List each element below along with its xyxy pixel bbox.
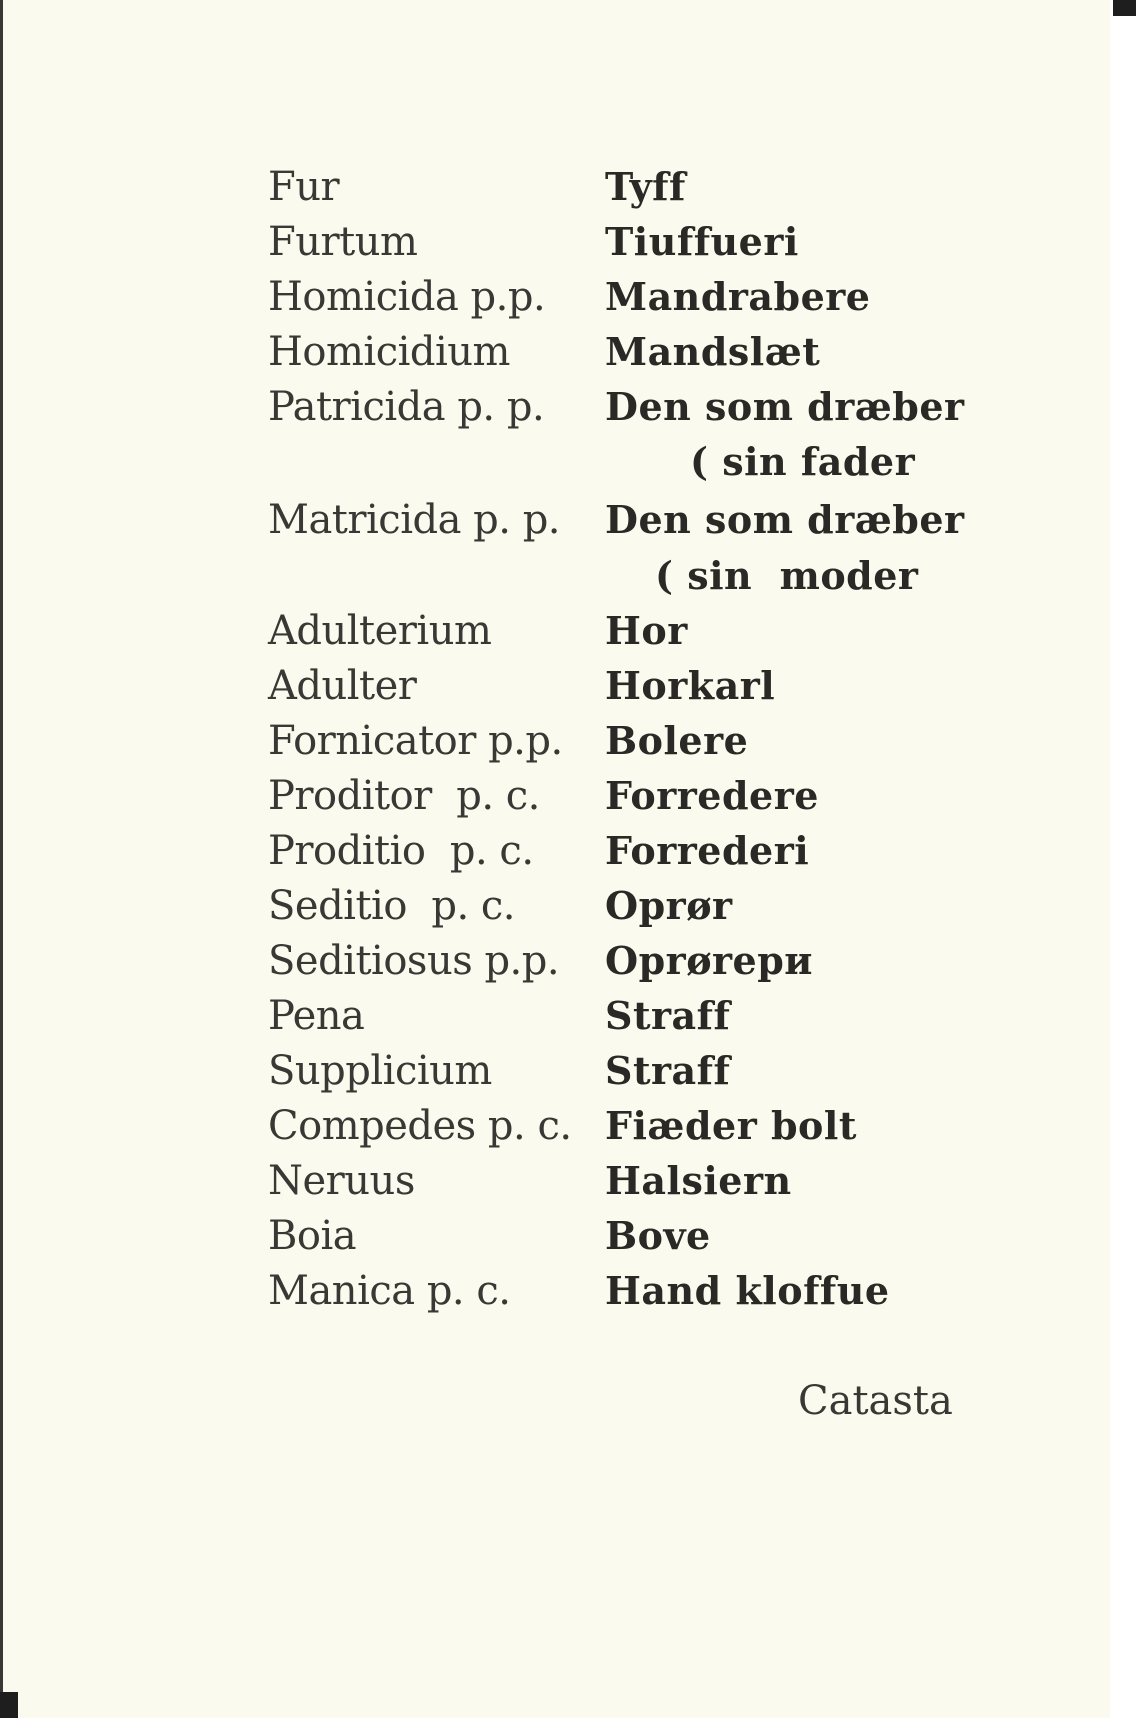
danish-term: Tyff [605, 164, 686, 209]
glossary-entry-proditor [0, 771, 1100, 827]
danish-term: Fiæder bolt [605, 1103, 857, 1148]
latin-term: Compedes p. c. [268, 1103, 572, 1149]
danish-term-continuation: ( sin fader [690, 439, 916, 484]
glossary-entry-homicida [0, 272, 1100, 328]
danish-term: Den som dræber [605, 384, 965, 429]
glossary-continuation-patricida [0, 437, 1100, 493]
latin-term: Seditio p. c. [268, 883, 516, 929]
danish-term: Oprør [605, 883, 733, 928]
glossary-continuation-matricida [0, 551, 1100, 607]
danish-term: Forrederi [605, 828, 810, 873]
danish-term: Bove [605, 1213, 711, 1258]
latin-term: Proditor p. c. [268, 773, 540, 819]
glossary-entry-homicidium [0, 327, 1100, 383]
scan-mark-top-right [1113, 0, 1136, 16]
danish-term: Tiuffueri [605, 219, 799, 264]
danish-term: Horkarl [605, 663, 776, 708]
danish-term: Den som dræber [605, 497, 965, 542]
danish-term: Oprørери [605, 938, 813, 983]
danish-term: Mandslæt [605, 329, 821, 374]
danish-term: Straff [605, 993, 731, 1038]
latin-term: Proditio p. c. [268, 828, 534, 874]
glossary-entry-proditio [0, 826, 1100, 882]
latin-term: Patricida p. p. [268, 384, 545, 430]
glossary-entry-pena [0, 991, 1100, 1047]
latin-term: Pena [268, 993, 365, 1039]
latin-term: Homicida p.p. [268, 274, 546, 320]
glossary-entry-patricida [0, 382, 1100, 438]
latin-term: Furtum [268, 219, 418, 265]
danish-term-continuation: ( sin moder [655, 553, 919, 598]
glossary-entry-furtum [0, 217, 1100, 273]
danish-term: Hand kloffue [605, 1268, 890, 1313]
latin-term: Homicidium [268, 329, 510, 375]
latin-term: Supplicium [268, 1048, 492, 1094]
glossary-entry-fornicator [0, 716, 1100, 772]
latin-term: Neruus [268, 1158, 415, 1204]
glossary-entry-boia [0, 1211, 1100, 1267]
glossary-entry-matricida [0, 495, 1100, 551]
danish-term: Bolere [605, 718, 749, 763]
danish-term: Mandrabere [605, 274, 871, 319]
page-right-margin [1110, 0, 1136, 1718]
glossary-entry-seditiosus [0, 936, 1100, 992]
latin-term: Adulter [268, 663, 417, 709]
danish-term: Hor [605, 608, 688, 653]
latin-term: Boia [268, 1213, 357, 1259]
glossary-entry-adulter [0, 661, 1100, 717]
latin-term: Matricida p. p. [268, 497, 561, 543]
glossary-entry-adulterium [0, 606, 1100, 662]
glossary-entry-seditio [0, 881, 1100, 937]
latin-term: Manica p. c. [268, 1268, 511, 1314]
glossary-entry-fur [0, 162, 1100, 218]
latin-term: Fornicator p.p. [268, 718, 563, 764]
catchword: Catasta [798, 1378, 953, 1424]
danish-term: Halsiern [605, 1158, 792, 1203]
glossary-entry-compedes [0, 1101, 1100, 1157]
scan-mark-bottom-left [0, 1692, 18, 1718]
latin-term: Adulterium [268, 608, 492, 654]
danish-term: Straff [605, 1048, 731, 1093]
glossary-entry-neruus [0, 1156, 1100, 1212]
latin-term: Seditiosus p.p. [268, 938, 560, 984]
danish-term: Forredere [605, 773, 819, 818]
glossary-entry-manica [0, 1266, 1100, 1322]
glossary-entry-supplicium [0, 1046, 1100, 1102]
latin-term: Fur [268, 164, 340, 210]
